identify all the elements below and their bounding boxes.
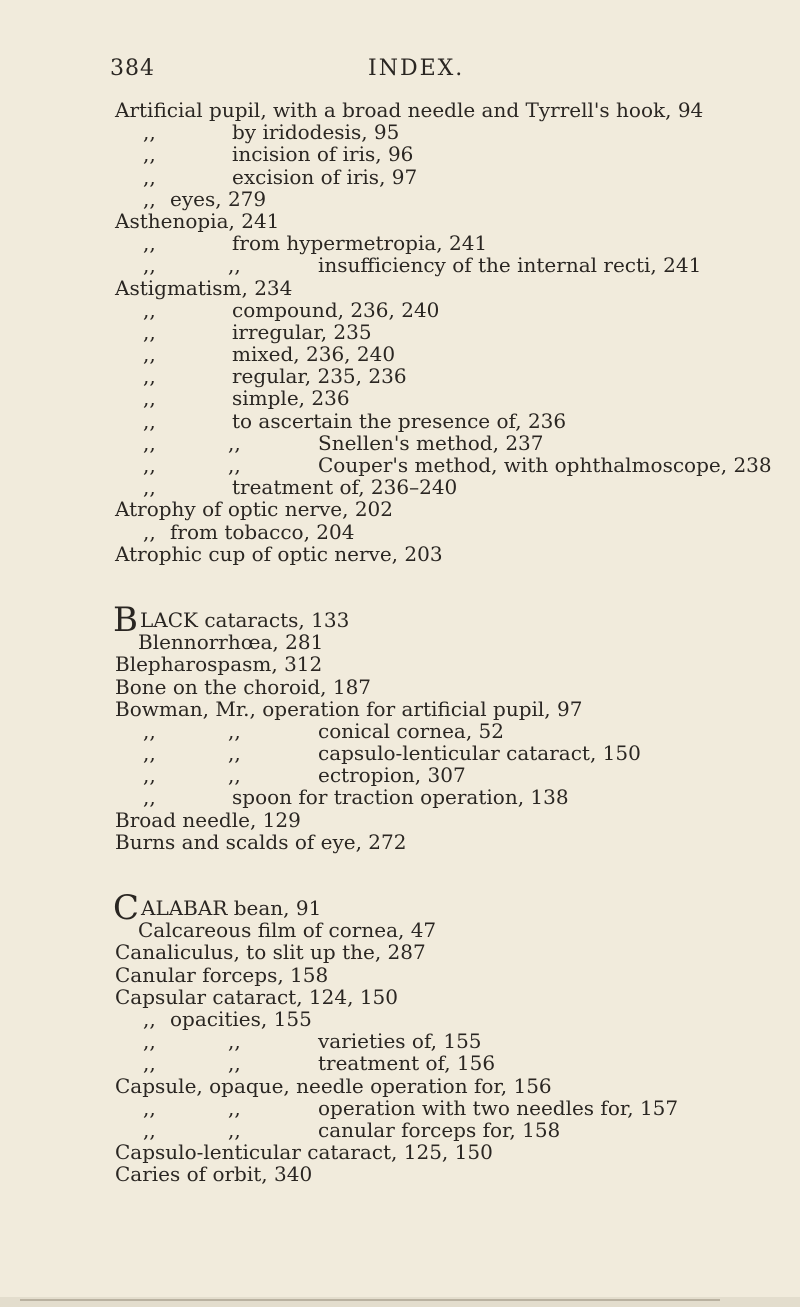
sub-sub-entry: conical cornea, 52 xyxy=(318,718,505,743)
ditto-marks: ,, xyxy=(143,319,156,344)
sub-entry: opacities, 155 xyxy=(170,1006,312,1031)
entry-heading: Atrophy of optic nerve, 202 xyxy=(115,497,394,522)
index-entry xyxy=(0,365,800,387)
index-entries xyxy=(0,99,800,1185)
entry-heading: Atrophic cup of optic nerve, 203 xyxy=(115,541,443,566)
running-title: INDEX. xyxy=(368,56,465,81)
index-entry xyxy=(0,299,800,321)
sub-sub-entry: treatment of, 156 xyxy=(318,1051,496,1076)
index-entry xyxy=(0,698,800,720)
index-entry xyxy=(0,410,800,432)
index-entry xyxy=(0,720,800,742)
sub-entry: from tobacco, 204 xyxy=(170,519,355,544)
sub-entry: irregular, 235 xyxy=(232,319,372,344)
sub-sub-entry: operation with two needles for, 157 xyxy=(318,1095,679,1120)
index-entry xyxy=(0,454,800,476)
index-entry xyxy=(0,742,800,764)
sub-sub-entry: Couper's method, with ophthalmoscope, 238 xyxy=(318,453,772,477)
index-entry xyxy=(0,1030,800,1052)
ditto-marks: ,, xyxy=(143,253,156,278)
ditto-marks: ,, xyxy=(228,763,241,788)
entry-heading: LACK cataracts, 133 xyxy=(140,607,350,632)
ditto-marks: ,, xyxy=(143,120,156,145)
index-entry xyxy=(0,653,800,675)
index-entry xyxy=(0,986,800,1008)
ditto-marks: ,, xyxy=(228,253,241,278)
ditto-marks: ,, xyxy=(143,142,156,167)
index-entry xyxy=(0,387,800,409)
ditto-marks: ,, xyxy=(143,186,156,211)
entry-heading: Astigmatism, 234 xyxy=(115,275,293,300)
ditto-marks: ,, xyxy=(228,1051,241,1076)
index-entry xyxy=(0,432,800,454)
sub-entry: treatment of, 236–240 xyxy=(232,475,458,500)
ditto-marks: ,, xyxy=(228,718,241,743)
index-entry xyxy=(0,210,800,232)
index-entry xyxy=(0,631,800,653)
entry-heading: Canaliculus, to slit up the, 287 xyxy=(115,940,426,965)
sub-entry: to ascertain the presence of, 236 xyxy=(232,408,567,433)
sub-entry: compound, 236, 240 xyxy=(232,297,440,322)
ditto-marks: ,, xyxy=(228,430,241,455)
index-entry xyxy=(0,232,800,254)
ditto-marks: ,, xyxy=(143,1029,156,1054)
index-entry xyxy=(0,831,800,853)
sub-sub-entry: canular forceps for, 158 xyxy=(318,1117,561,1142)
ditto-marks: ,, xyxy=(143,741,156,766)
entry-heading: Capsulo-lenticular cataract, 125, 150 xyxy=(115,1140,493,1165)
index-entry xyxy=(0,1141,800,1163)
entry-heading: Bone on the choroid, 187 xyxy=(115,674,372,699)
ditto-marks: ,, xyxy=(143,763,156,788)
index-entry xyxy=(0,254,800,276)
sub-sub-entry: Snellen's method, 237 xyxy=(318,430,544,455)
index-entry xyxy=(0,188,800,210)
entry-heading: Bowman, Mr., operation for artificial pupil, 97 xyxy=(115,696,583,721)
index-entry xyxy=(0,1097,800,1119)
entry-heading: Calcareous film of cornea, 47 xyxy=(138,918,437,943)
index-entry xyxy=(0,543,800,565)
ditto-marks: ,, xyxy=(143,1051,156,1076)
page-bottom-rule xyxy=(20,1299,720,1301)
ditto-marks: ,, xyxy=(143,1006,156,1031)
index-entry xyxy=(0,498,800,520)
index-entry xyxy=(0,1119,800,1141)
index-entry xyxy=(0,1075,800,1097)
ditto-marks: ,, xyxy=(143,1095,156,1120)
ditto-marks: ,, xyxy=(228,1029,241,1054)
index-entry xyxy=(0,1052,800,1074)
index-entry xyxy=(0,919,800,941)
sub-sub-entry: ectropion, 307 xyxy=(318,763,466,788)
ditto-marks: ,, xyxy=(228,1117,241,1142)
index-entry xyxy=(0,521,800,543)
index-entry xyxy=(0,143,800,165)
index-entry xyxy=(0,121,800,143)
ditto-marks: ,, xyxy=(143,453,156,477)
ditto-marks: ,, xyxy=(228,1095,241,1120)
index-entry xyxy=(0,1008,800,1030)
index-entry xyxy=(0,343,800,365)
index-entry xyxy=(0,1163,800,1185)
page-header xyxy=(0,56,800,86)
index-entry xyxy=(0,277,800,299)
ditto-marks: ,, xyxy=(143,408,156,433)
entry-heading: Asthenopia, 241 xyxy=(115,208,280,233)
sub-sub-entry: insufficiency of the internal recti, 241 xyxy=(318,253,702,278)
ditto-marks: ,, xyxy=(143,430,156,455)
sub-entry: from hypermetropia, 241 xyxy=(232,231,488,256)
entry-heading: Blennorrhœa, 281 xyxy=(138,630,324,655)
sub-entry: excision of iris, 97 xyxy=(232,164,418,189)
index-entry xyxy=(0,809,800,831)
index-entry xyxy=(0,476,800,498)
entry-heading: Canular forceps, 158 xyxy=(115,962,329,987)
sub-entry: by iridodesis, 95 xyxy=(232,120,400,145)
drop-cap-letter: C xyxy=(113,888,140,928)
drop-cap-letter: B xyxy=(113,599,138,640)
index-entry xyxy=(0,99,800,121)
ditto-marks: ,, xyxy=(143,297,156,322)
index-entry xyxy=(0,941,800,963)
ditto-marks: ,, xyxy=(143,785,156,810)
index-entry xyxy=(0,676,800,698)
index-entry xyxy=(0,786,800,808)
ditto-marks: ,, xyxy=(143,1117,156,1142)
sub-entry: spoon for traction operation, 138 xyxy=(232,785,569,810)
index-entry xyxy=(0,166,800,188)
sub-entry: regular, 235, 236 xyxy=(232,364,407,389)
ditto-marks: ,, xyxy=(143,342,156,367)
entry-heading: Capsule, opaque, needle operation for, 156 xyxy=(115,1073,552,1098)
index-entry xyxy=(0,764,800,786)
entry-heading: Caries of orbit, 340 xyxy=(115,1162,313,1187)
index-entry xyxy=(0,964,800,986)
entry-heading: Burns and scalds of eye, 272 xyxy=(115,829,407,854)
ditto-marks: ,, xyxy=(143,519,156,544)
ditto-marks: ,, xyxy=(143,475,156,500)
index-entry xyxy=(0,888,800,928)
ditto-marks: ,, xyxy=(143,386,156,411)
index-entry xyxy=(0,321,800,343)
ditto-marks: ,, xyxy=(228,741,241,766)
entry-heading: Broad needle, 129 xyxy=(115,807,301,832)
ditto-marks: ,, xyxy=(143,718,156,743)
index-entry xyxy=(0,599,800,640)
sub-entry: eyes, 279 xyxy=(170,186,267,211)
ditto-marks: ,, xyxy=(228,453,241,477)
sub-entry: incision of iris, 96 xyxy=(232,142,414,167)
ditto-marks: ,, xyxy=(143,364,156,389)
sub-entry: mixed, 236, 240 xyxy=(232,342,396,367)
sub-sub-entry: capsulo-lenticular cataract, 150 xyxy=(318,741,641,766)
sub-sub-entry: varieties of, 155 xyxy=(318,1029,482,1054)
entry-heading: Capsular cataract, 124, 150 xyxy=(115,984,398,1009)
entry-heading: ALABAR bean, 91 xyxy=(141,896,322,920)
ditto-marks: ,, xyxy=(143,164,156,189)
ditto-marks: ,, xyxy=(143,231,156,256)
sub-entry: simple, 236 xyxy=(232,386,350,411)
entry-heading: Artificial pupil, with a broad needle and Tyrrell's hook, 94 xyxy=(115,98,704,122)
page-number: 384 xyxy=(110,56,155,81)
entry-heading: Blepharospasm, 312 xyxy=(115,652,323,677)
